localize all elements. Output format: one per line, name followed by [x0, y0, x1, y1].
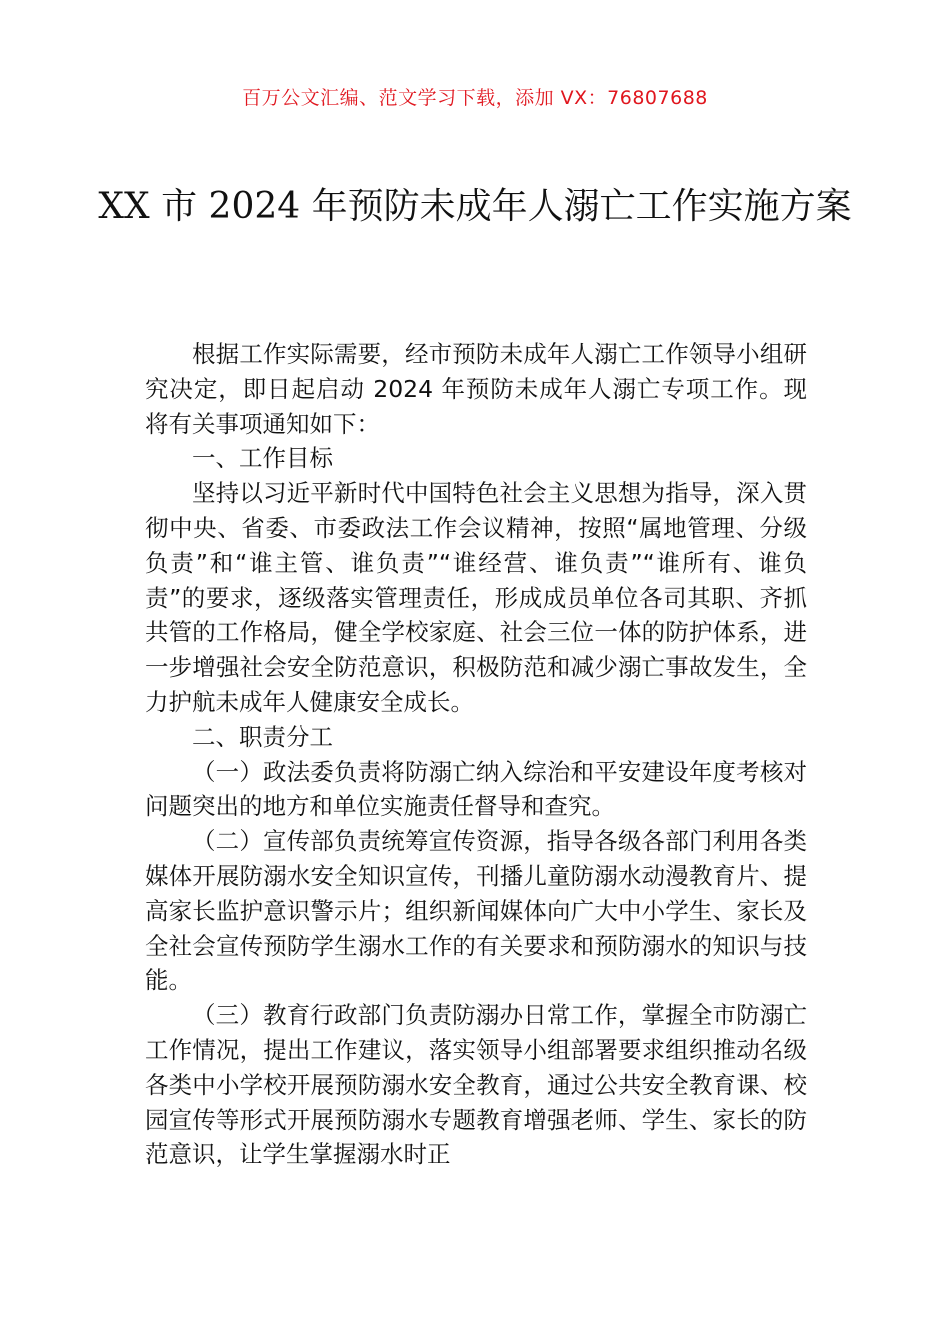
header-note: 百万公文汇编、范文学习下载，添加 VX：76807688	[242, 87, 708, 109]
duty-item-1: （一）政法委负责将防溺亡纳入综治和平安建设年度考核对问题突出的地方和单位实施责任督导和查究。	[145, 757, 807, 821]
section-heading-duties: 二、职责分工	[192, 722, 333, 751]
intro-paragraph: 根据工作实际需要，经市预防未成年人溺亡工作领导小组研究决定，即日起启动 2024 年预防未成年人溺亡专项工作。现将有关事项通知如下：	[145, 340, 807, 438]
goals-paragraph: 坚持以习近平新时代中国特色社会主义思想为指导，深入贯彻中央、省委、市委政法工作会议精神，按照“属地管理、分级负责”和“谁主管、谁负责”“谁经营、谁负责”“谁所有、谁负责”的要求，逐级落实管理责任，形成成员单位各司其职、齐抓共管的工作格局，健全学校家庭、社会三位一体的防护体系，进一步增强社会安全防范意识，积极防范和减少溺亡事故发生，全力护航未成年人健康安全成长。	[145, 479, 807, 716]
duty-item-2: （二）宣传部负责统筹宣传资源，指导各级各部门利用各类媒体开展防溺水安全知识宣传，刊播儿童防溺水动漫教育片、提高家长监护意识警示片；组织新闻媒体向广大中小学生、家长及全社会宣传预防学生溺水工作的有关要求和预防溺水的知识与技能。	[145, 827, 807, 995]
duty-item-3: （三）教育行政部门负责防溺办日常工作，掌握全市防溺亡工作情况，提出工作建议，落实领导小组部署要求组织推动名级各类中小学校开展预防溺水安全教育，通过公共安全教育课、校园宣传等形式开展预防溺水专题教育增强老师、学生、家长的防范意识，让学生掌握溺水时正	[145, 1001, 807, 1169]
document-body	[145, 337, 807, 1172]
section-heading-goals: 一、工作目标	[192, 444, 333, 473]
document-title: XX 市 2024 年预防未成年人溺亡工作实施方案	[98, 186, 852, 227]
